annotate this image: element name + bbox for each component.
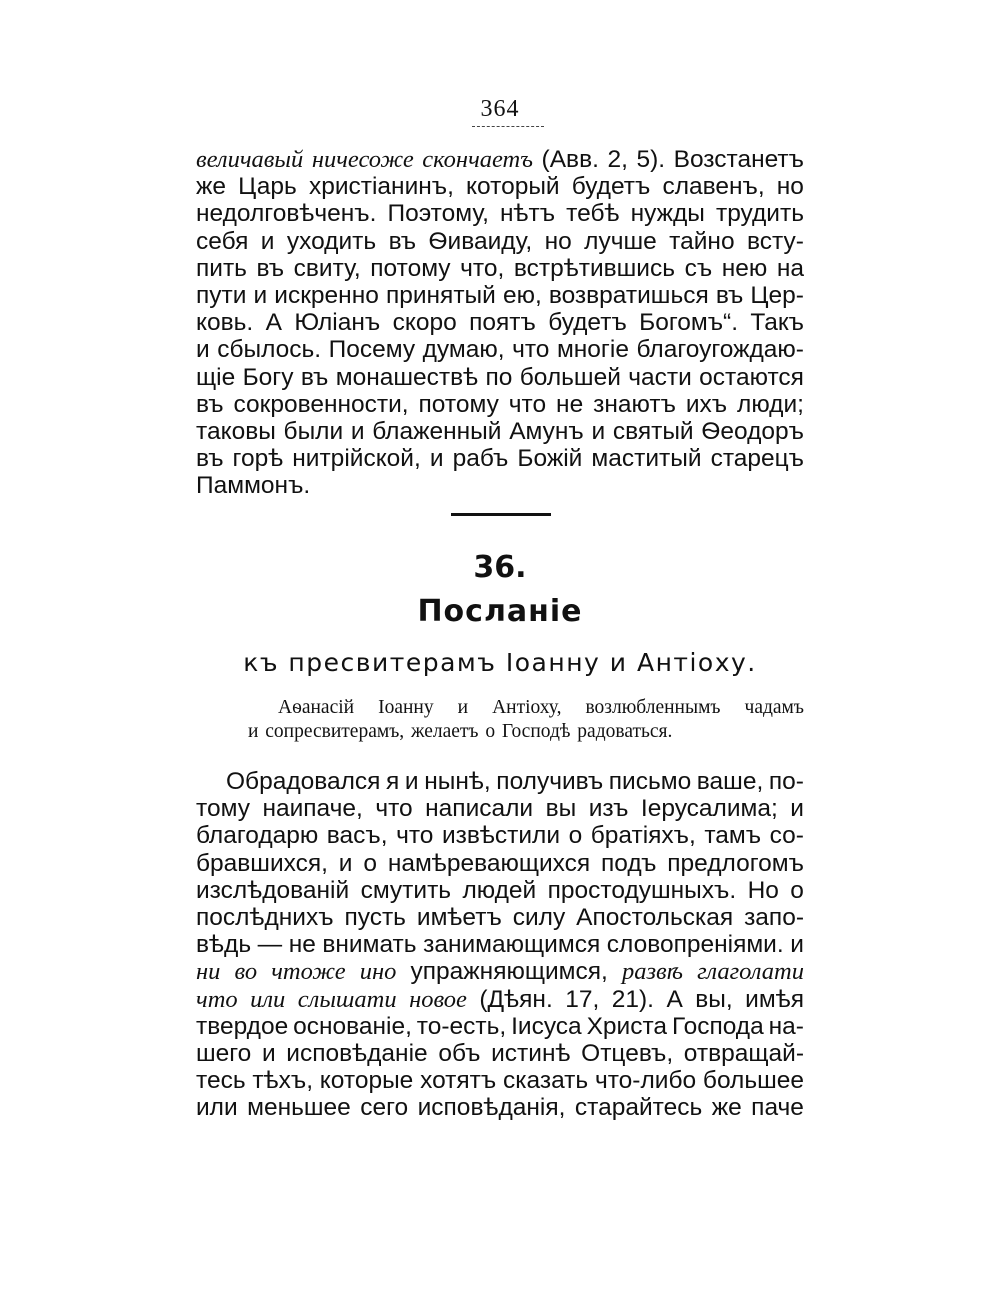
word: ихъ — [685, 390, 728, 418]
word: 21). — [611, 985, 654, 1013]
text-line — [196, 418, 804, 445]
word: щіе — [196, 363, 236, 391]
word: объ — [438, 1039, 481, 1067]
word: со- — [769, 822, 804, 850]
text-line — [196, 904, 804, 931]
word: были — [283, 417, 344, 445]
word: же — [196, 173, 227, 201]
text-line — [196, 958, 804, 985]
word: горѣ — [232, 445, 284, 473]
text-line — [196, 336, 804, 363]
word: Но — [747, 876, 779, 904]
word: и — [790, 931, 804, 959]
text-line — [196, 822, 804, 849]
word: въ — [196, 390, 224, 418]
word: въ — [715, 281, 744, 309]
word: нею — [721, 254, 768, 282]
word: и — [261, 1039, 276, 1067]
word: многіе — [556, 336, 629, 364]
word: Аѳанасій — [278, 697, 355, 718]
text-line — [248, 696, 804, 720]
word: А — [265, 309, 282, 337]
word: извѣстили — [441, 822, 561, 850]
word: словопреніями. — [606, 931, 784, 959]
word: блаженный — [372, 417, 502, 445]
word: остаются — [699, 363, 804, 391]
word: Такъ — [750, 309, 804, 337]
section-number: 36. — [473, 550, 527, 585]
section-title: Посланіе — [417, 594, 583, 629]
word: упражняющимся, — [410, 958, 608, 986]
word: развѣ — [621, 958, 684, 986]
word: письмо — [608, 768, 692, 795]
word: сбылось. — [217, 336, 322, 364]
word: желаетъ — [410, 721, 479, 742]
word: занимающимся — [423, 931, 601, 959]
word: сего — [360, 1094, 409, 1122]
word: не — [556, 390, 584, 418]
word: и — [404, 768, 419, 795]
word: бравшихся, — [196, 849, 328, 877]
word: уходить — [286, 227, 377, 255]
word: или — [250, 985, 286, 1013]
text-line — [196, 877, 804, 904]
word: вѣдь — [196, 931, 252, 959]
word: будетъ — [571, 173, 651, 201]
word: будетъ — [548, 309, 627, 337]
word: отвращай- — [683, 1039, 804, 1067]
word: тебѣ — [566, 200, 620, 228]
word: Богомъ“. — [639, 309, 739, 337]
word: всту- — [746, 227, 804, 255]
text-line — [196, 391, 804, 418]
word: имѣя — [745, 985, 804, 1013]
word: монашествѣ — [335, 363, 479, 391]
word: 5). — [636, 146, 666, 173]
word: недолговѣченъ. — [196, 200, 377, 228]
word: 2, — [607, 146, 628, 173]
word: Божій — [517, 445, 583, 473]
word: вы — [545, 795, 577, 823]
word: или — [196, 1094, 238, 1122]
word: о — [485, 721, 496, 742]
word: запо- — [744, 903, 804, 931]
word: ею, — [502, 281, 542, 309]
word: тому — [196, 795, 250, 823]
word: маститый — [591, 445, 702, 473]
word: Юліанъ — [294, 309, 381, 337]
word: Господѣ — [501, 721, 571, 742]
word: Амунъ — [509, 417, 584, 445]
word: простодушныхъ. — [547, 876, 737, 904]
word: потому — [370, 254, 451, 282]
word: и — [248, 721, 259, 742]
word: думаю, — [422, 336, 505, 364]
word: тѣхъ, — [252, 1067, 313, 1095]
text-line — [196, 1013, 804, 1040]
word: — — [257, 931, 283, 959]
word: о — [568, 822, 583, 850]
word: новое — [409, 985, 467, 1013]
word: (Авв. — [541, 146, 599, 173]
word: нынѣ, — [424, 768, 491, 795]
word: принятый — [385, 281, 496, 309]
word: что — [375, 795, 413, 823]
word: о — [790, 876, 804, 904]
word: благоугождаю- — [636, 336, 804, 364]
word: основаніе, — [293, 1012, 412, 1040]
word: ни — [196, 958, 221, 986]
word: пусть — [344, 903, 406, 931]
word: внимать — [322, 931, 417, 959]
word: и — [253, 281, 268, 309]
page-number-rule — [472, 126, 544, 127]
word: на- — [768, 1012, 804, 1040]
word: Обрадовался — [226, 768, 381, 795]
word: скончаетъ — [422, 146, 533, 173]
text-line — [196, 986, 804, 1013]
word: святый — [612, 417, 694, 445]
word: скоро — [392, 309, 457, 337]
text-line — [196, 1040, 804, 1067]
word: истинѣ — [491, 1039, 571, 1067]
word: большее — [702, 1067, 804, 1095]
text-line — [196, 795, 804, 822]
word: старецъ — [710, 445, 804, 473]
word: исповѣданіе — [286, 1039, 428, 1067]
word: хотятъ — [420, 1067, 497, 1095]
word: Ѳиваиду, — [428, 227, 533, 255]
word: изъ — [588, 795, 629, 823]
word: что, — [460, 254, 505, 282]
word: ковь. — [196, 309, 254, 337]
text-line — [196, 200, 804, 227]
word: Посему — [328, 336, 416, 364]
word: и — [429, 445, 444, 473]
word: тайно — [669, 227, 735, 255]
word: исповѣданія, — [417, 1094, 566, 1122]
word: христіанинъ, — [308, 173, 454, 201]
word: въ — [388, 227, 417, 255]
word: по- — [768, 768, 804, 795]
word: радоваться. — [577, 721, 673, 742]
word: Іоанну — [378, 697, 434, 718]
word: рабъ — [452, 445, 509, 473]
word: что — [196, 985, 238, 1013]
word: Іисуса — [511, 1012, 582, 1040]
word: что — [512, 336, 550, 364]
word: возлюбленнымъ — [585, 697, 721, 718]
word: 17, — [565, 985, 600, 1013]
text-line — [196, 850, 804, 877]
body-paragraph — [196, 768, 804, 1121]
word: ино — [359, 958, 397, 986]
word: поятъ — [469, 309, 536, 337]
word: Богу — [242, 363, 294, 391]
word: Отцевъ, — [581, 1039, 674, 1067]
word: А — [666, 985, 683, 1013]
word: Цер- — [750, 281, 804, 309]
word: чадамъ — [744, 697, 804, 718]
greeting-paragraph — [248, 696, 804, 744]
word: таковы — [196, 417, 276, 445]
section-subtitle: къ пресвитерамъ Іоанну и Антіоху. — [243, 648, 757, 677]
word: что-либо — [594, 1067, 697, 1095]
word: и — [457, 697, 469, 718]
word: тамъ — [704, 822, 762, 850]
word: глаголати — [697, 958, 804, 986]
word: и — [790, 795, 804, 823]
word: людей — [462, 876, 537, 904]
word: ваше, — [696, 768, 764, 795]
text-line — [196, 472, 804, 499]
word: и — [350, 417, 365, 445]
word: Апостольская — [576, 903, 734, 931]
word: славенъ, — [662, 173, 765, 201]
word: на — [776, 254, 804, 282]
word: я — [386, 768, 400, 795]
word: Христа — [586, 1012, 668, 1040]
word: не — [288, 931, 316, 959]
word: пить — [196, 254, 247, 282]
text-line — [196, 309, 804, 336]
word: предлогомъ — [667, 849, 804, 877]
word: о — [363, 849, 377, 877]
word: Ѳеодоръ — [701, 417, 804, 445]
word: старайтесь — [574, 1094, 703, 1122]
word: потому — [418, 390, 499, 418]
word: (Дѣян. — [479, 985, 553, 1013]
word: нужды — [630, 200, 705, 228]
text-line — [196, 282, 804, 309]
word: васъ, — [326, 822, 388, 850]
text-line — [196, 1067, 804, 1094]
word: возвратишься — [548, 281, 709, 309]
text-line — [196, 255, 804, 282]
word: Паммонъ. — [196, 472, 311, 500]
word: величавый — [196, 146, 304, 173]
text-line — [196, 364, 804, 391]
word: получивъ — [496, 768, 604, 795]
text-line — [196, 1094, 804, 1121]
word: Поэтому, — [387, 200, 489, 228]
word: пути — [196, 281, 247, 309]
word: Царь — [238, 173, 297, 201]
word: во — [234, 958, 258, 986]
word: части — [628, 363, 692, 391]
word: которые — [319, 1067, 414, 1095]
word: и — [338, 849, 353, 877]
word: что — [396, 822, 434, 850]
word: твердое — [196, 1012, 289, 1040]
text-line — [196, 445, 804, 472]
word: написали — [425, 795, 534, 823]
word: Антіоху, — [492, 697, 562, 718]
text-line — [248, 720, 804, 744]
word: но — [544, 227, 572, 255]
page-number: 364 — [480, 96, 520, 122]
word: сказать — [503, 1067, 589, 1095]
word: Возстанетъ — [673, 146, 804, 173]
word: трудить — [715, 200, 804, 228]
word: намѣревающихся — [387, 849, 591, 877]
word: силу — [512, 903, 566, 931]
word: Господа — [671, 1012, 764, 1040]
word: сокровенности, — [233, 390, 409, 418]
word: большей — [519, 363, 621, 391]
word: благодарю — [196, 822, 319, 850]
word: въ — [256, 254, 285, 282]
word: сопресвитерамъ, — [265, 721, 405, 742]
word: что — [508, 390, 547, 418]
word: и — [260, 227, 275, 255]
text-line — [196, 173, 804, 200]
word: знаютъ — [593, 390, 676, 418]
word: слышати — [297, 985, 397, 1013]
word: чтоже — [271, 958, 346, 986]
word: подъ — [601, 849, 657, 877]
word: нѣтъ — [500, 200, 556, 228]
word: съ — [684, 254, 713, 282]
word: ничесоже — [311, 146, 414, 173]
word: шего — [196, 1039, 252, 1067]
section-divider — [451, 513, 551, 516]
word: смутить — [360, 876, 452, 904]
word: Іерусалима; — [640, 795, 778, 823]
word: но — [776, 173, 804, 201]
text-line — [196, 768, 804, 795]
word: то-есть, — [416, 1012, 507, 1040]
word: и — [591, 417, 606, 445]
word: паче — [751, 1094, 804, 1122]
text-line — [196, 146, 804, 173]
word: въ — [300, 363, 329, 391]
word: въ — [196, 445, 224, 473]
word: имѣетъ — [416, 903, 502, 931]
word: искренно — [274, 281, 379, 309]
word: послѣднихъ — [196, 903, 334, 931]
word: братіяхъ, — [590, 822, 696, 850]
word: люди; — [737, 390, 804, 418]
word: лучше — [584, 227, 657, 255]
word: же — [711, 1094, 742, 1122]
text-line — [196, 228, 804, 255]
word: тесь — [196, 1067, 246, 1095]
word: себя — [196, 227, 249, 255]
text-line — [196, 931, 804, 958]
word: вы, — [695, 985, 733, 1013]
word: нитрійской, — [292, 445, 421, 473]
word: меньшее — [247, 1094, 351, 1122]
word: который — [466, 173, 560, 201]
top-paragraph — [196, 146, 804, 499]
word: встрѣтившись — [513, 254, 676, 282]
word: изслѣдованій — [196, 876, 350, 904]
word: по — [485, 363, 513, 391]
word: и — [196, 336, 210, 364]
word: свиту, — [293, 254, 361, 282]
word: наипаче, — [262, 795, 363, 823]
